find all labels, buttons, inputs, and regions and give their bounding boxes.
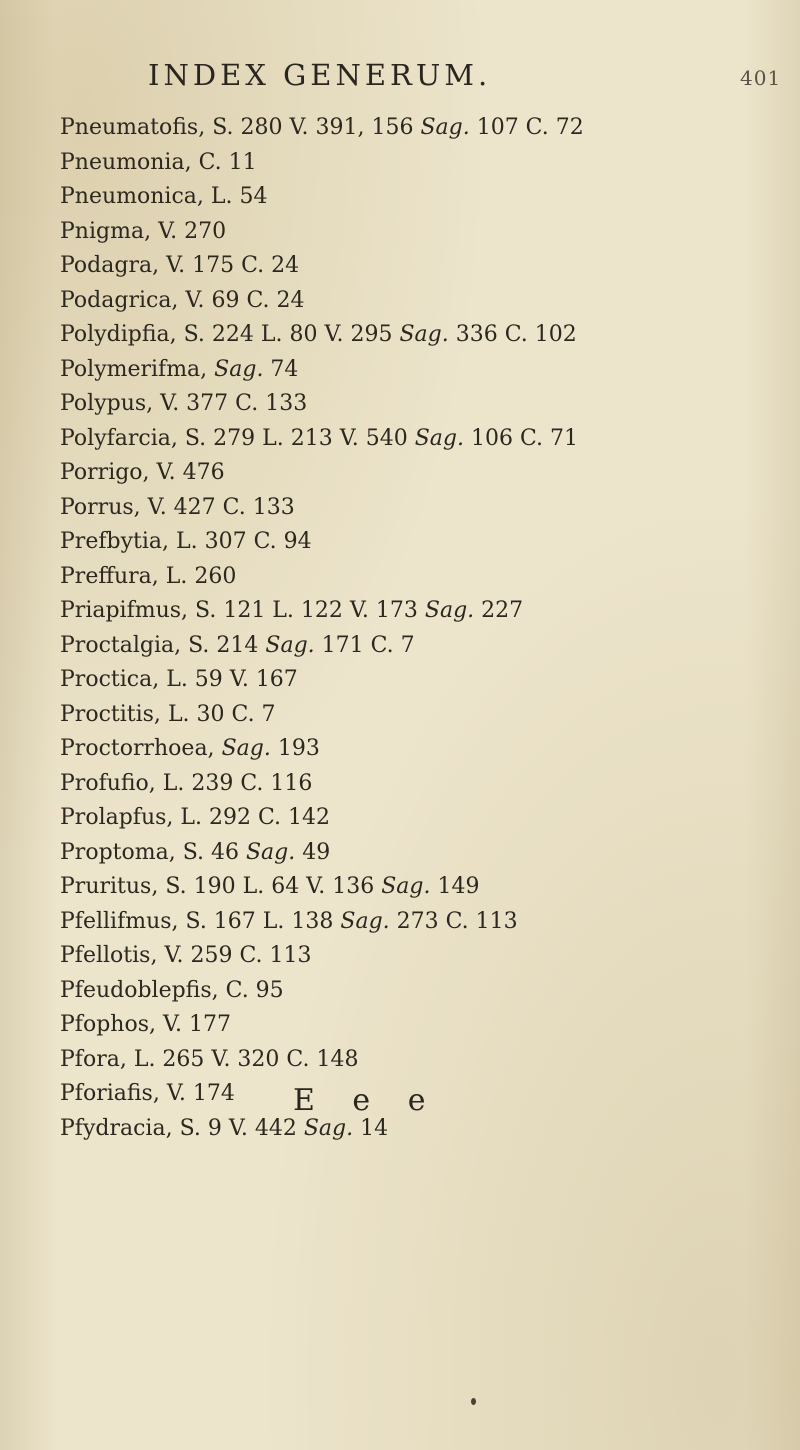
entry-references: V. 270	[158, 218, 227, 244]
index-entry	[60, 422, 770, 457]
entry-term: Pfora,	[60, 1046, 127, 1072]
entry-term: Preffura,	[60, 563, 159, 589]
entry-references: V. 69 C. 24	[185, 287, 305, 313]
catchword: E e e	[293, 1083, 440, 1118]
index-entry	[60, 249, 770, 284]
entry-term: Pfellifmus,	[60, 908, 179, 934]
entry-term: Pfydracia,	[60, 1115, 173, 1141]
index-entry	[60, 594, 770, 629]
index-entry	[60, 111, 770, 146]
running-head: INDEX GENERUM.	[148, 58, 492, 92]
entry-references: S. 224 L. 80 V. 295 Sag. 336 C. 102	[183, 322, 577, 347]
entry-term: Priapifmus,	[60, 598, 189, 623]
index-entry	[60, 525, 770, 560]
index-entry	[60, 318, 770, 353]
entry-term: Polyfarcia,	[60, 425, 178, 451]
entry-term: Pforiafis,	[60, 1081, 160, 1106]
entry-term: Pneumatofis,	[60, 115, 206, 140]
ink-speck	[471, 1398, 476, 1405]
entry-term: Podagrica,	[60, 287, 179, 313]
index-entry	[60, 905, 770, 940]
entry-term: Polypus,	[60, 391, 154, 416]
index-entry	[60, 387, 770, 422]
entry-references: S. 121 L. 122 V. 173 Sag. 227	[195, 598, 524, 623]
entry-term: Porrus,	[60, 494, 141, 520]
entry-references: S. 279 L. 213 V. 540 Sag. 106 C. 71	[184, 425, 579, 451]
index-entry	[60, 1008, 770, 1043]
entry-term: Podagra,	[60, 253, 160, 278]
index-entry	[60, 870, 770, 905]
index-entry	[60, 560, 770, 595]
entry-term: Pnigma,	[60, 218, 152, 244]
entry-term: Prefbytia,	[60, 529, 169, 554]
entry-references: L. 292 C. 142	[180, 805, 331, 830]
entry-references: L. 260	[165, 563, 237, 589]
entry-term: Pfellotis,	[60, 943, 158, 968]
entry-term: Proptoma,	[60, 839, 176, 865]
entry-term: Pfeudoblepfis,	[60, 977, 219, 1003]
index-entry	[60, 767, 770, 802]
index-entry	[60, 180, 770, 215]
index-entry	[60, 732, 770, 767]
index-entries	[60, 111, 770, 1146]
entry-references: Sag. 193	[221, 736, 320, 761]
index-entry	[60, 801, 770, 836]
index-entry	[60, 836, 770, 871]
entry-references: V. 175 C. 24	[166, 253, 300, 278]
entry-references: L. 239 C. 116	[162, 770, 313, 796]
index-entry	[60, 663, 770, 698]
index-entry	[60, 146, 770, 181]
index-entry	[60, 353, 770, 388]
entry-references: C. 95	[225, 977, 284, 1003]
entry-references: S. 46 Sag. 49	[182, 839, 331, 865]
index-entry	[60, 284, 770, 319]
entry-references: S. 280 V. 391, 156 Sag. 107 C. 72	[212, 115, 584, 140]
entry-references: S. 190 L. 64 V. 136 Sag. 149	[165, 874, 480, 899]
entry-references: S. 9 V. 442 Sag. 14	[179, 1115, 389, 1141]
entry-term: Prolapfus,	[60, 805, 174, 830]
entry-references: L. 265 V. 320 C. 148	[133, 1046, 359, 1072]
page-number: 401	[740, 66, 782, 90]
entry-term: Profufio,	[60, 770, 156, 796]
index-entry	[60, 215, 770, 250]
entry-references: L. 307 C. 94	[175, 529, 312, 554]
entry-term: Pfophos,	[60, 1012, 156, 1037]
entry-references: S. 167 L. 138 Sag. 273 C. 113	[185, 908, 518, 934]
index-entry	[60, 974, 770, 1009]
index-entry	[60, 491, 770, 526]
entry-term: Proctica,	[60, 667, 160, 692]
entry-term: Pneumonia,	[60, 149, 192, 175]
entry-references: L. 59 V. 167	[166, 667, 298, 692]
entry-term: Pneumonica,	[60, 184, 204, 209]
entry-references: V. 259 C. 113	[164, 943, 312, 968]
entry-references: L. 30 C. 7	[167, 701, 276, 727]
entry-term: Proctitis,	[60, 701, 161, 727]
entry-references: V. 177	[162, 1012, 232, 1037]
index-entry	[60, 1043, 770, 1078]
index-entry	[60, 939, 770, 974]
entry-term: Proctalgia,	[60, 632, 182, 658]
entry-references: V. 427 C. 133	[147, 494, 295, 520]
entry-references: V. 377 C. 133	[160, 391, 308, 416]
index-entry	[60, 698, 770, 733]
entry-references: C. 11	[198, 149, 257, 175]
entry-references: V. 174	[166, 1081, 235, 1106]
entry-references: L. 54	[210, 184, 268, 209]
entry-term: Polydipfia,	[60, 322, 177, 347]
entry-term: Polymerifma,	[60, 356, 208, 382]
entry-references: V. 476	[156, 460, 225, 485]
index-entry	[60, 456, 770, 491]
entry-term: Proctorrhoea,	[60, 736, 215, 761]
entry-references: Sag. 74	[214, 356, 299, 382]
entry-references: S. 214 Sag. 171 C. 7	[188, 632, 415, 658]
index-entry	[60, 629, 770, 664]
entry-term: Pruritus,	[60, 874, 159, 899]
entry-term: Porrigo,	[60, 460, 150, 485]
